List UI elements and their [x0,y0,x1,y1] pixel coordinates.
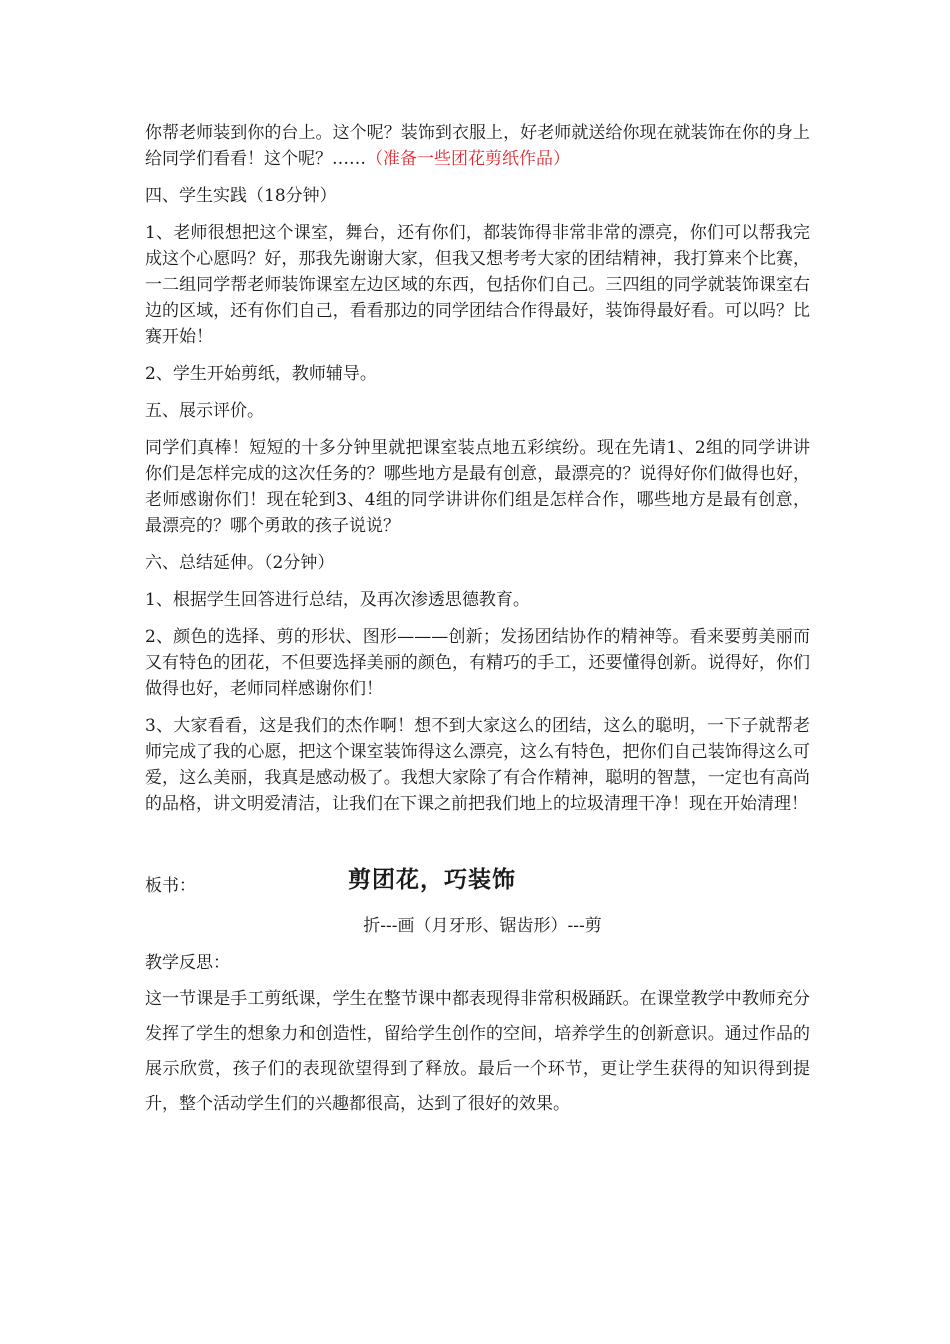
section-6-paragraph-2: 2、颜色的选择、剪的形状、图形———创新；发扬团结协作的精神等。看来要剪美丽而又有特色的团花，不但要选择美丽的颜色，有精巧的手工，还要懂得创新。说得好，你们做得也好，老师同样感谢你们！ [145,627,810,699]
section-4-paragraph-2: 2、学生开始剪纸，教师辅导。 [145,364,377,384]
blackboard-title: 剪团花，巧装饰 [348,867,516,893]
prep-note: （准备一些团花剪纸作品） [366,149,570,169]
section-4-heading: 四、学生实践（18分钟） [145,186,337,206]
blackboard-section [145,861,810,901]
section-6-paragraph-1: 1、根据学生回答进行总结，及再次渗透思德教育。 [145,590,530,610]
section-6-heading: 六、总结延伸。（2分钟） [145,553,335,573]
blackboard-label: 板书： [145,876,196,896]
document-page [145,120,810,1122]
section-6-paragraph-3: 3、大家看看，这是我们的杰作啊！想不到大家这么的团结，这么的聪明，一下子就帮老师完成了我的心愿，把这个课室装饰得这么漂亮，这么有特色，把你们自己装饰得这么可爱，这么美丽，我真是感动极了。我想大家除了有合作精神，聪明的智慧，一定也有高尚的品格，讲文明爱清洁，让我们在下课之前把我们地上的垃圾清理干净！现在开始清理！ [145,716,810,814]
reflection-paragraph: 这一节课是手工剪纸课，学生在整节课中都表现得非常积极踊跃。在课堂教学中教师充分发挥了学生的想象力和创造性，留给学生创作的空间，培养学生的创新意识。通过作品的展示欣赏，孩子们的表现欲望得到了释放。最后一个环节，更让学生获得的知识得到提升，整个活动学生们的兴趣都很高，达到了很好的效果。 [145,989,810,1114]
intro-text: 你帮老师装到你的台上。这个呢？装饰到衣服上，好老师就送给你现在就装饰在你的身上给同学们看看！这个呢？…… [145,123,810,169]
section-4-paragraph-1: 1、老师很想把这个课室，舞台，还有你们，都装饰得非常非常的漂亮，你们可以帮我完成这个心愿吗？好，那我先谢谢大家，但我又想考考大家的团结精神，我打算来个比赛，一二组同学帮老师装饰课室左边区域的东西，包括你们自己。三四组的同学就装饰课室右边的区域，还有你们自己，看看那边的同学团结合作得最好，装饰得最好看。可以吗？比赛开始！ [145,223,810,347]
intro-paragraph [145,120,810,172]
section-5-heading: 五、展示评价。 [145,401,264,421]
blackboard-subtitle: 折---画（月牙形、锯齿形）---剪 [363,916,602,936]
reflection-heading: 教学反思： [145,953,230,973]
section-5-paragraph-1: 同学们真棒！短短的十多分钟里就把课室装点地五彩缤纷。现在先请1、2组的同学讲讲你们是怎样完成的这次任务的？哪些地方是最有创意，最漂亮的？说得好你们做得也好，老师感谢你们！现在轮到3、4组的同学讲讲你们组是怎样合作，哪些地方是最有创意，最漂亮的？哪个勇敢的孩子说说？ [145,438,810,536]
